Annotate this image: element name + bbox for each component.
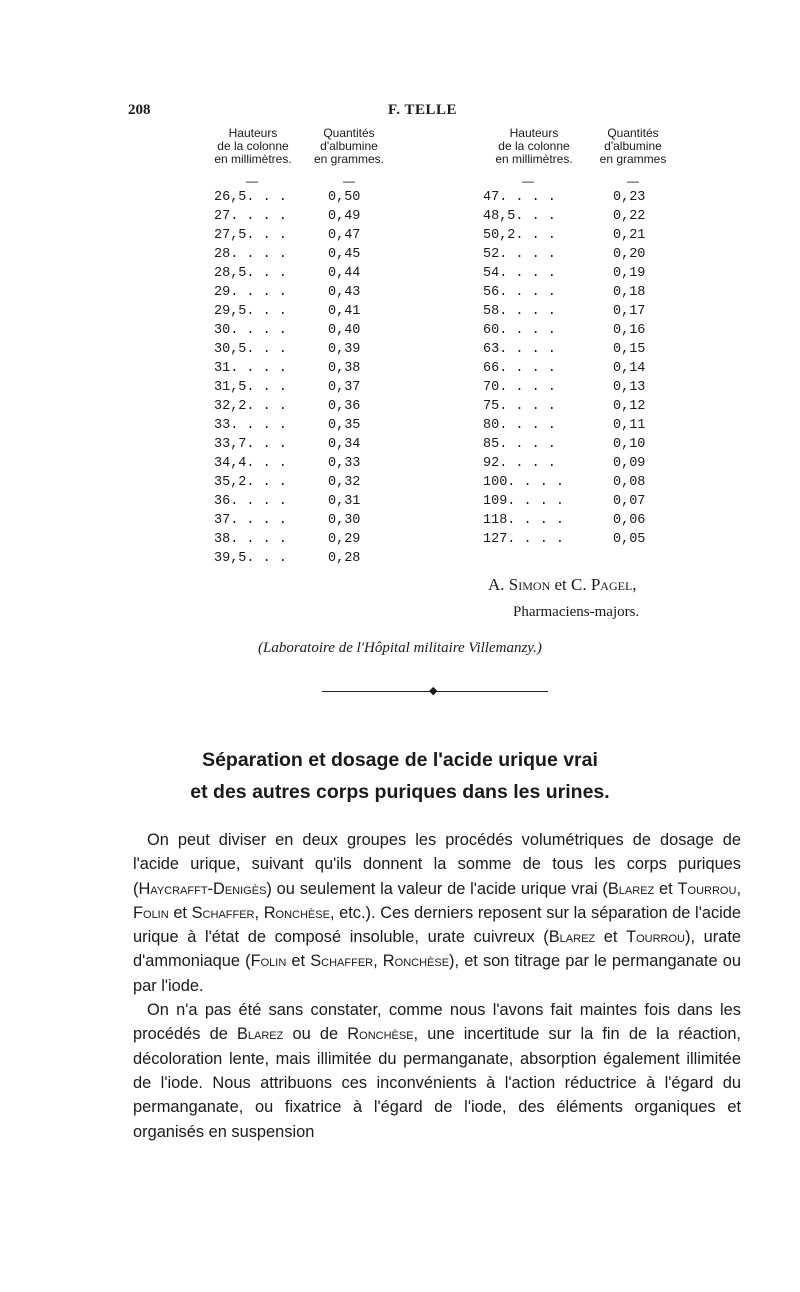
table-cell-height: 29. . . . [214,285,287,300]
table-cell-height: 30. . . . [214,323,287,338]
table-cell-albumine: 0,08 [613,475,646,490]
table-cell-height: 80. . . . [483,418,556,433]
left-col2-dash: — [343,174,355,188]
table-cell-albumine: 0,28 [328,551,361,566]
table-cell-height: 29,5. . . [214,304,287,319]
author-name: Haycrafft-Denigès [138,879,267,898]
table-cell-height: 118. . . . [483,513,565,528]
author-simon: Simon [508,575,551,594]
text-run: ) ou seulement la valeur de l'acide urique vrai ( [266,879,608,898]
table-cell-albumine: 0,34 [328,437,361,452]
authors-signature: A. Simon et C. Pagel, [488,575,637,594]
table-cell-height: 39,5. . . [214,551,287,566]
text-run: , [373,952,383,971]
table-cell-height: 31,5. . . [214,380,287,395]
table-cell-height: 63. . . . [483,342,556,357]
table-cell-albumine: 0,44 [328,266,361,281]
text-run: On peut diviser en deux groupes les procédés volumétriques de dosage de l'acide urique, suivant qu'ils donnent la somme de tous les corps puriques ( [133,831,741,898]
table-cell-albumine: 0,30 [328,513,361,528]
table-cell-albumine: 0,11 [613,418,646,433]
author-name: Ronchèse [263,903,330,922]
table-cell-height: 36. . . . [214,494,287,509]
table-cell-albumine: 0,32 [328,475,361,490]
table-cell-albumine: 0,22 [613,209,646,224]
table-cell-albumine: 0,47 [328,228,361,243]
table-cell-albumine: 0,21 [613,228,646,243]
table-cell-height: 30,5. . . [214,342,287,357]
table-cell-albumine: 0,17 [613,304,646,319]
table-cell-height: 56. . . . [483,285,556,300]
table-cell-height: 109. . . . [483,494,565,509]
table-cell-albumine: 0,31 [328,494,361,509]
text-run: , [254,903,264,922]
table-cell-albumine: 0,45 [328,247,361,262]
table-cell-albumine: 0,39 [328,342,361,357]
table-cell-height: 54. . . . [483,266,556,281]
text-run: ou de [283,1025,348,1044]
table-cell-height: 31. . . . [214,361,287,376]
running-title: F. TELLE [388,102,458,118]
table-cell-height: 27. . . . [214,209,287,224]
table-cell-height: 70. . . . [483,380,556,395]
page-number: 208 [128,102,151,118]
table-cell-height: 100. . . . [483,475,565,490]
right-col1-header: Hauteurs de la colonne en millimètres. [495,126,573,166]
right-col1-dash: — [522,174,534,188]
table-cell-albumine: 0,40 [328,323,361,338]
table-cell-albumine: 0,15 [613,342,646,357]
author-name: Blarez [607,879,655,898]
table-cell-height: 33,7. . . [214,437,287,452]
text-run: On n'a pas été sans constater, comme nous l'avons fait maintes fois dans les procédés de [133,1001,741,1044]
table-cell-albumine: 0,41 [328,304,361,319]
table-cell-height: 34,4. . . [214,456,287,471]
table-cell-height: 85. . . . [483,437,556,452]
table-cell-height: 66. . . . [483,361,556,376]
table-cell-albumine: 0,12 [613,399,646,414]
article-title-line1: Séparation et dosage de l'acide urique vrai [202,749,598,771]
table-cell-height: 47. . . . [483,190,556,205]
table-cell-height: 58. . . . [483,304,556,319]
table-cell-albumine: 0,19 [613,266,646,281]
text-run: et [168,903,192,922]
left-col1-header: Hauteurs de la colonne en millimètres. [214,126,292,166]
table-cell-height: 27,5. . . [214,228,287,243]
text-run: ), urate d'ammoniaque ( [133,928,741,971]
author-name: Ronchèse [382,952,450,971]
author-name: Schaffer [310,952,374,971]
table-cell-height: 92. . . . [483,456,556,471]
table-cell-height: 60. . . . [483,323,556,338]
table-cell-height: 33. . . . [214,418,287,433]
table-cell-albumine: 0,14 [613,361,646,376]
table-cell-albumine: 0,07 [613,494,646,509]
table-cell-height: 37. . . . [214,513,287,528]
author-name: Folin [133,903,169,922]
article-body [133,828,741,1144]
laboratory-note: (Laboratoire de l'Hôpital militaire Villemanzy.) [258,640,542,656]
table-cell-albumine: 0,20 [613,247,646,262]
author-name: Blarez [236,1025,284,1044]
table-cell-albumine: 0,36 [328,399,361,414]
text-run: , [736,879,741,898]
table-cell-albumine: 0,16 [613,323,646,338]
author-name: Tourrou [677,879,737,898]
paragraph-1 [133,828,741,998]
authors-role: Pharmaciens-majors. [513,604,640,620]
table-cell-albumine: 0,23 [613,190,646,205]
table-cell-albumine: 0,38 [328,361,361,376]
text-run: ), et son titrage par le permanganate ou par l'iode. [133,952,741,995]
table-cell-albumine: 0,49 [328,209,361,224]
left-col1-dash: — [246,174,258,188]
table-cell-height: 50,2. . . [483,228,556,243]
left-col2-header: Quantités d'albumine en grammes. [313,126,385,166]
author-name: Blarez [548,928,596,947]
text-run: , une incertitude sur la fin de la réaction, décoloration lente, mais illimitée du permanganate, absorption également illimitée de l'iode. Nous attribuons ces inconvénients à l'action réductrice à l'égard du permanganate, ou fixatrice à l'égard de l'iode, des éléments organiques et organisés en suspension [133,1025,741,1141]
paragraph-2 [133,998,741,1144]
table-cell-height: 52. . . . [483,247,556,262]
table-cell-albumine: 0,33 [328,456,361,471]
table-cell-albumine: 0,43 [328,285,361,300]
text-run: , etc.). Ces derniers reposent sur la séparation de l'acide urique à l'état de composé insoluble, urate cuivreux ( [133,903,742,947]
table-cell-height: 48,5. . . [483,209,556,224]
right-col2-dash: — [627,174,639,188]
table-cell-height: 28,5. . . [214,266,287,281]
author-name: Schaffer [191,903,255,922]
table-cell-height: 75. . . . [483,399,556,414]
table-cell-albumine: 0,06 [613,513,646,528]
diamond-ornament-icon: ◆ [429,685,438,697]
author-name: Ronchèse [347,1025,414,1044]
table-cell-height: 127. . . . [483,532,565,547]
text-run: et [595,928,627,947]
table-cell-height: 32,2. . . [214,399,287,414]
table-cell-albumine: 0,10 [613,437,646,452]
table-cell-albumine: 0,09 [613,456,646,471]
table-cell-albumine: 0,35 [328,418,361,433]
author-name: Tourrou [626,928,685,947]
article-title-line2: et des autres corps puriques dans les urines. [190,781,610,803]
table-cell-albumine: 0,13 [613,380,646,395]
table-cell-height: 26,5. . . [214,190,287,205]
author-pagel: Pagel [590,575,633,594]
table-cell-height: 35,2. . . [214,475,287,490]
text-run: et [286,952,311,971]
table-cell-height: 28. . . . [214,247,287,262]
table-cell-albumine: 0,50 [328,190,361,205]
text-run: et [654,879,678,898]
table-cell-height: 38. . . . [214,532,287,547]
author-name: Folin [250,952,287,971]
table-cell-albumine: 0,05 [613,532,646,547]
table-cell-albumine: 0,37 [328,380,361,395]
table-cell-albumine: 0,29 [328,532,361,547]
table-cell-albumine: 0,18 [613,285,646,300]
right-col2-header: Quantités d'albumine en grammes [599,126,667,166]
